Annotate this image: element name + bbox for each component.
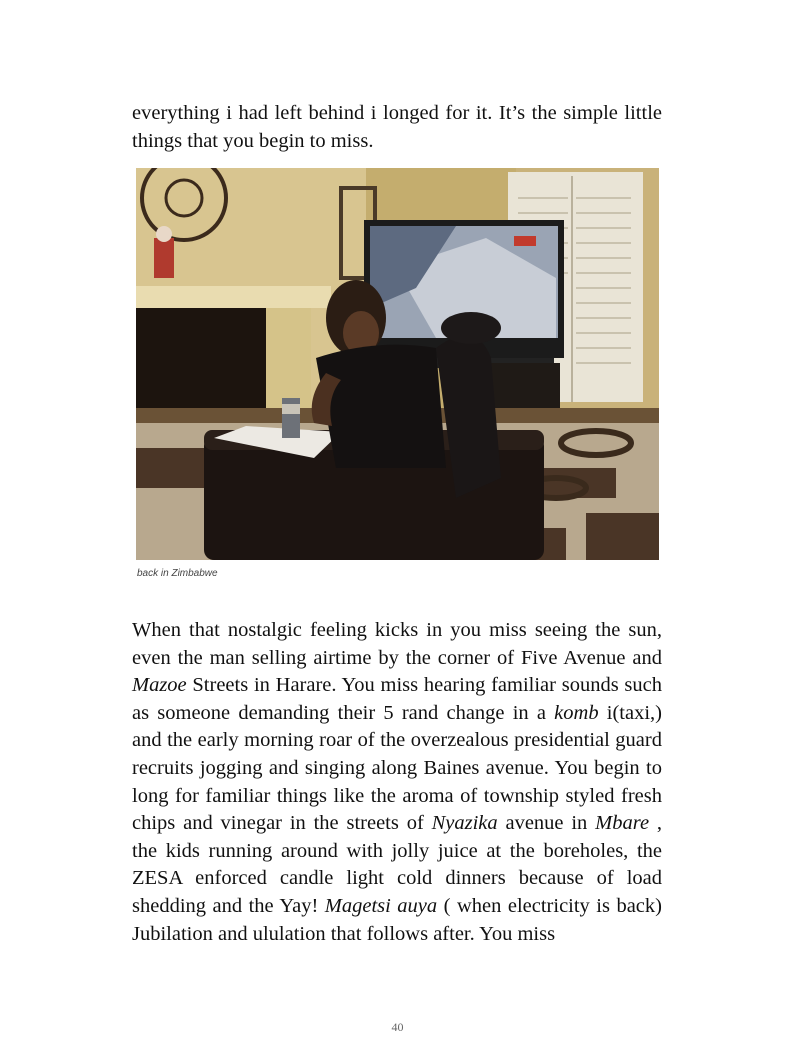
italic-term: Nyazika — [431, 812, 498, 835]
text-run: Streets in Harare. You miss hearing familiar sounds such as someone demanding their 5 rand change in a — [132, 674, 662, 724]
text-run: ( when electricity is back) Jubilation and ululation that follows after. You miss — [132, 894, 662, 945]
italic-term: Mazoe — [132, 674, 187, 697]
photo-illustration — [136, 168, 659, 560]
text-run: avenue in — [497, 812, 596, 835]
text-run: When that nostalgic feeling kicks in you miss seeing the sun, even the man selling airtime by the corner of Five Avenue and — [132, 619, 662, 669]
text-run: , the kids running around with jolly juice at the boreholes, the ZESA enforced candle light cold dinners because of load shedding and the Yay! — [132, 812, 663, 917]
page-number: 40 — [391, 1020, 404, 1034]
photo-caption: back in Zimbabwe — [137, 568, 218, 579]
italic-term: Mbare — [595, 812, 650, 835]
text-run: i(taxi,) and the early morning roar of the overzealous presidential guard recruits jogging and singing along Baines avenue. You begin to long for familiar things like the aroma of township styled fresh chips and vinegar in the streets of — [132, 701, 662, 835]
main-paragraph — [132, 617, 662, 948]
top-paragraph: everything i had left behind i longed for it. It’s the simple little things that you begin to miss. — [132, 102, 662, 152]
italic-term: Magetsi auya — [324, 894, 438, 917]
living-room-photo — [136, 168, 659, 560]
italic-term: komb — [554, 701, 599, 724]
